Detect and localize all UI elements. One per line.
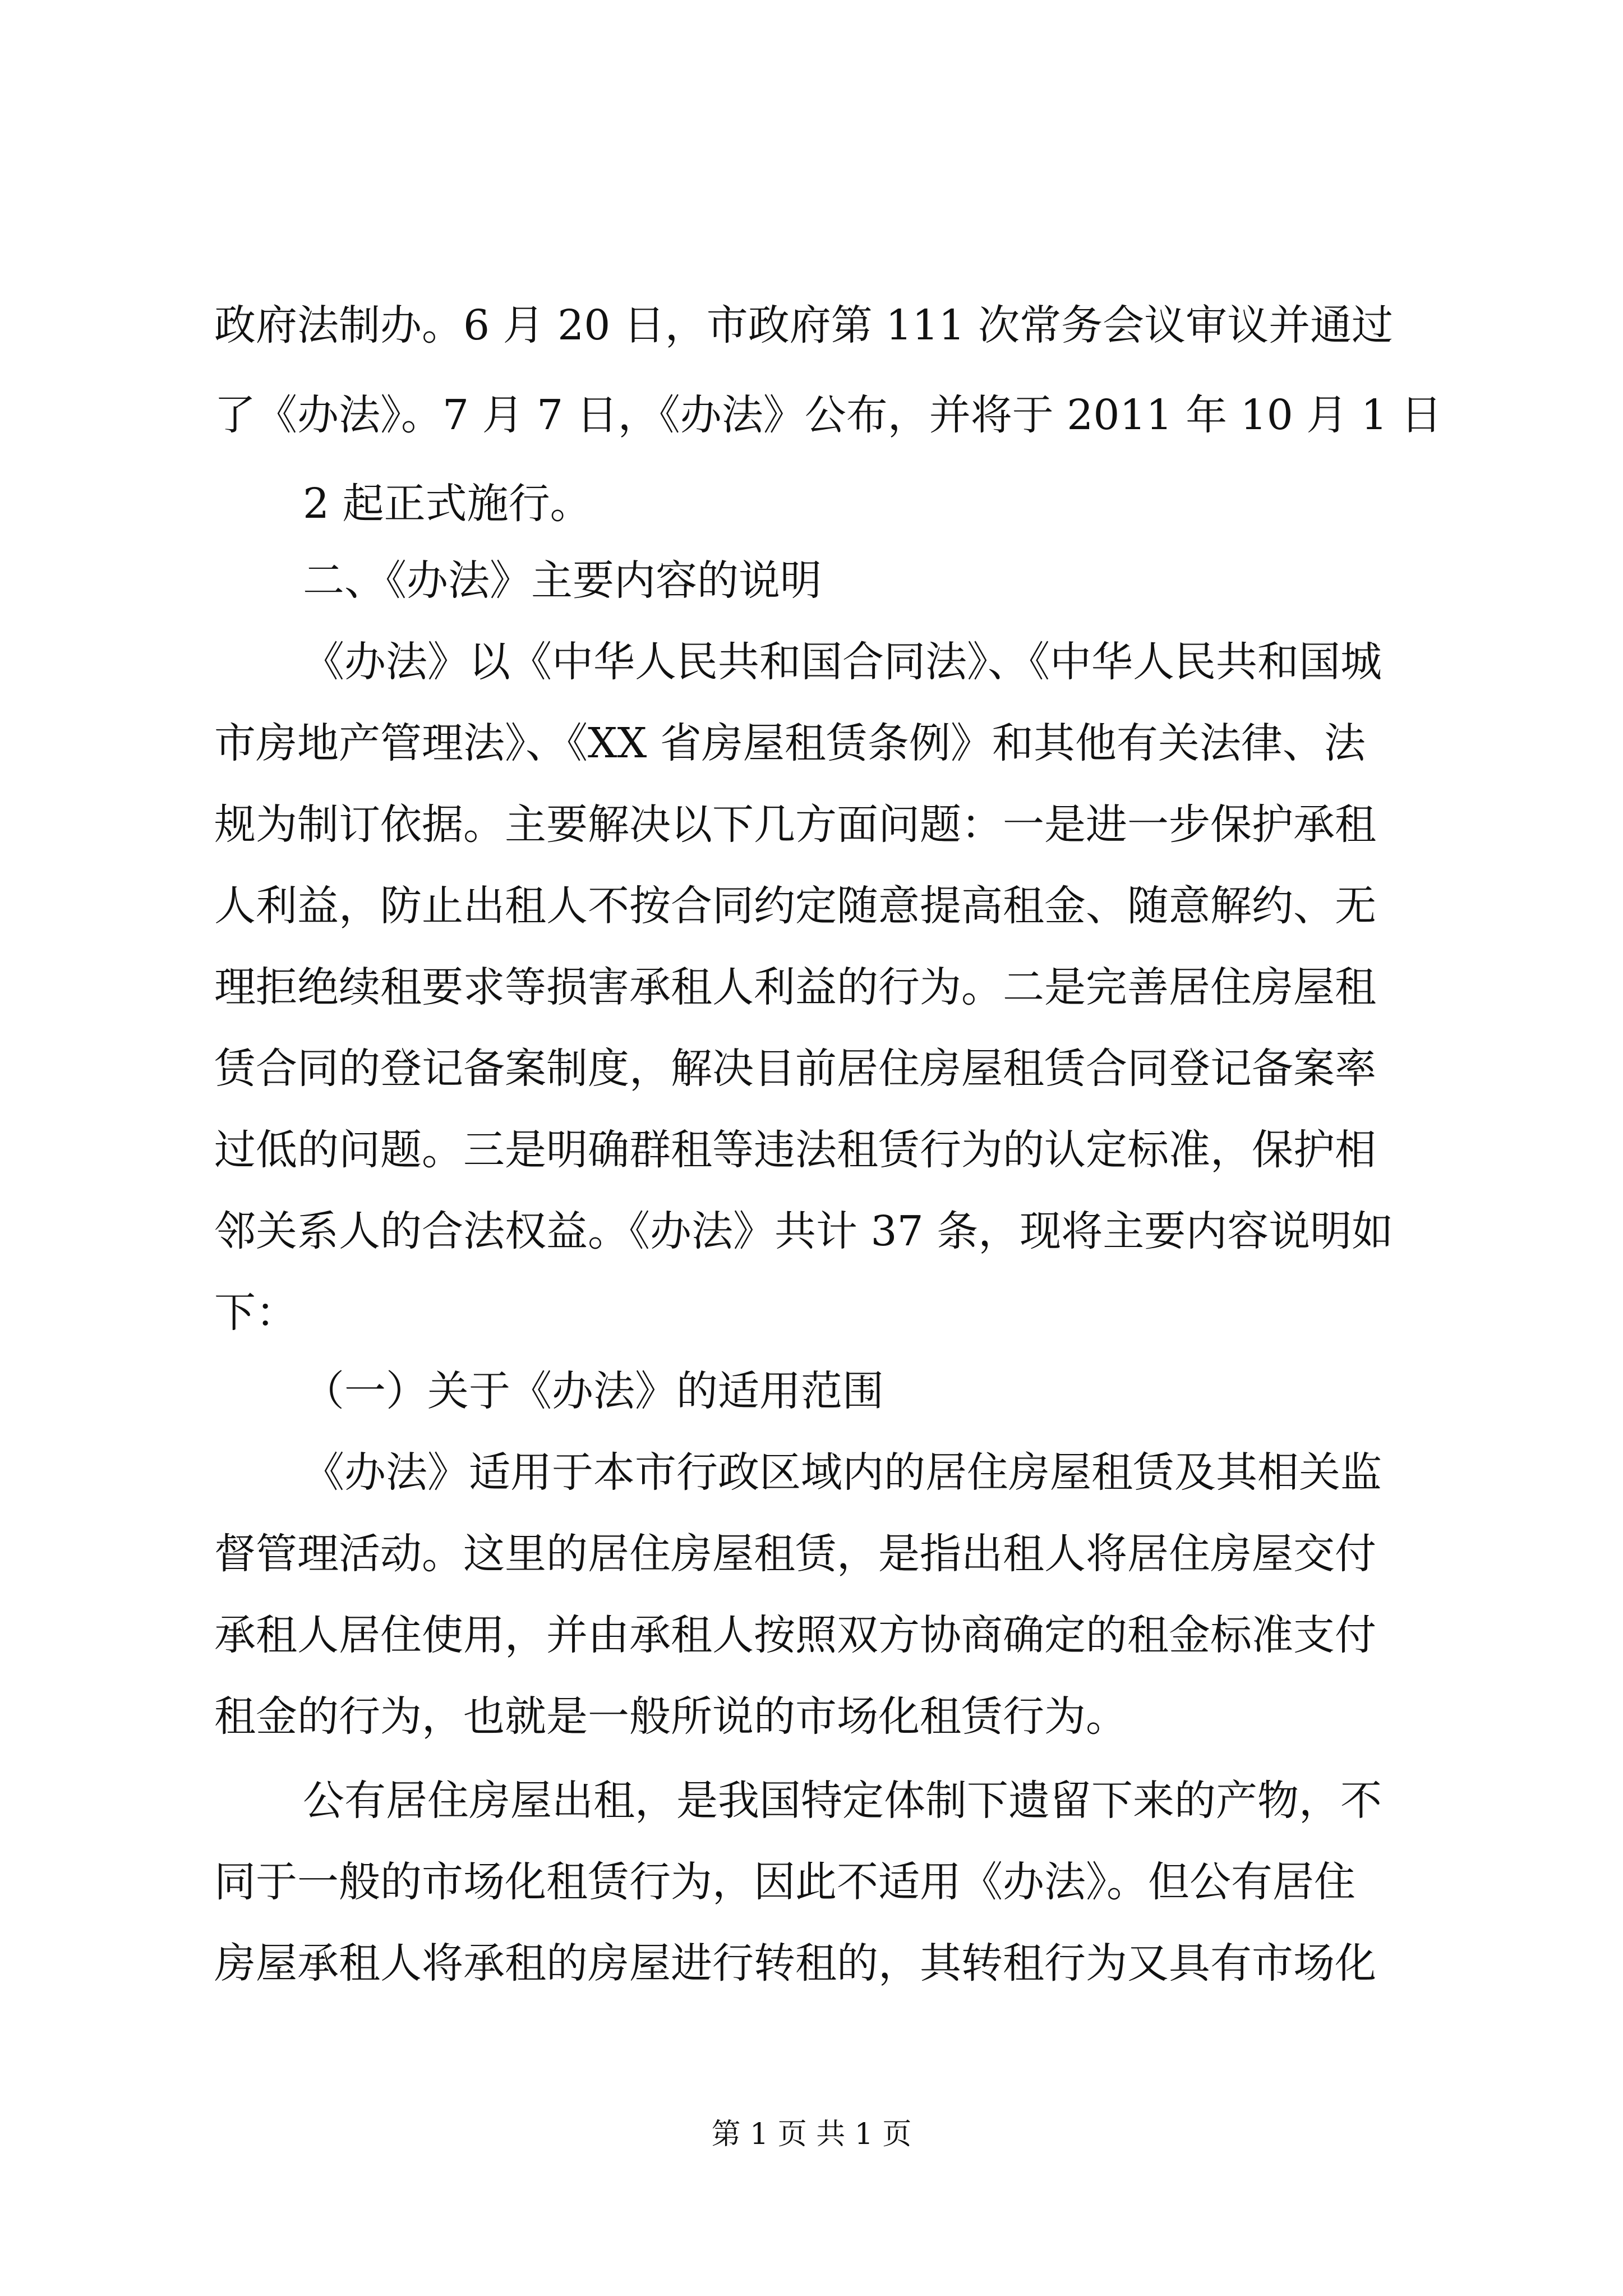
section-heading: 二、《办法》主要内容的说明 (303, 556, 822, 605)
text-line: 政府法制办。6 月 20 日，市政府第 111 次常务会议审议并通过 (214, 301, 1394, 349)
text-line: 2 起正式施行。 (303, 480, 592, 528)
text-line: 督管理活动。这里的居住房屋租赁，是指出租人将居住房屋交付 (214, 1530, 1376, 1578)
text-line: 租金的行为，也就是一般所说的市场化租赁行为。 (214, 1692, 1127, 1741)
text-line: 《办法》适用于本市行政区域内的居住房屋租赁及其相关监 (303, 1448, 1382, 1497)
text-line: 人利益，防止出租人不按合同约定随意提高租金、随意解约、无 (214, 882, 1376, 930)
text-line: 市房地产管理法》、《XX 省房屋租赁条例》和其他有关法律、法 (214, 719, 1366, 767)
text-line: 《办法》以《中华人民共和国合同法》、《中华人民共和国城 (303, 638, 1382, 686)
text-line: 邻关系人的合法权益。《办法》共计 37 条，现将主要内容说明如 (214, 1207, 1394, 1255)
page-footer: 第 1 页 共 1 页 (711, 2118, 912, 2151)
text-line: 理拒绝续租要求等损害承租人利益的行为。二是完善居住房屋租 (214, 963, 1376, 1011)
text-line: 承租人居住使用，并由承租人按照双方协商确定的租金标准支付 (214, 1611, 1376, 1659)
text-line: 规为制订依据。主要解决以下几方面问题：一是进一步保护承租 (214, 800, 1376, 849)
text-line: 房屋承租人将承租的房屋进行转租的，其转租行为又具有市场化 (214, 1939, 1376, 1987)
subsection-heading: （一）关于《办法》的适用范围 (303, 1367, 884, 1415)
text-line: 赁合同的登记备案制度，解决目前居住房屋租赁合同登记备案率 (214, 1045, 1376, 1093)
text-line: 公有居住房屋出租，是我国特定体制下遗留下来的产物，不 (303, 1777, 1382, 1825)
text-line: 过低的问题。三是明确群租等违法租赁行为的认定标准，保护相 (214, 1126, 1376, 1174)
text-line: 下： (214, 1289, 297, 1337)
text-line: 了《办法》。7 月 7 日，《办法》公布，并将于 2011 年 10 月 1 日 (214, 391, 1442, 439)
text-line: 同于一般的市场化租赁行为，因此不适用《办法》。但公有居住 (214, 1858, 1355, 1906)
